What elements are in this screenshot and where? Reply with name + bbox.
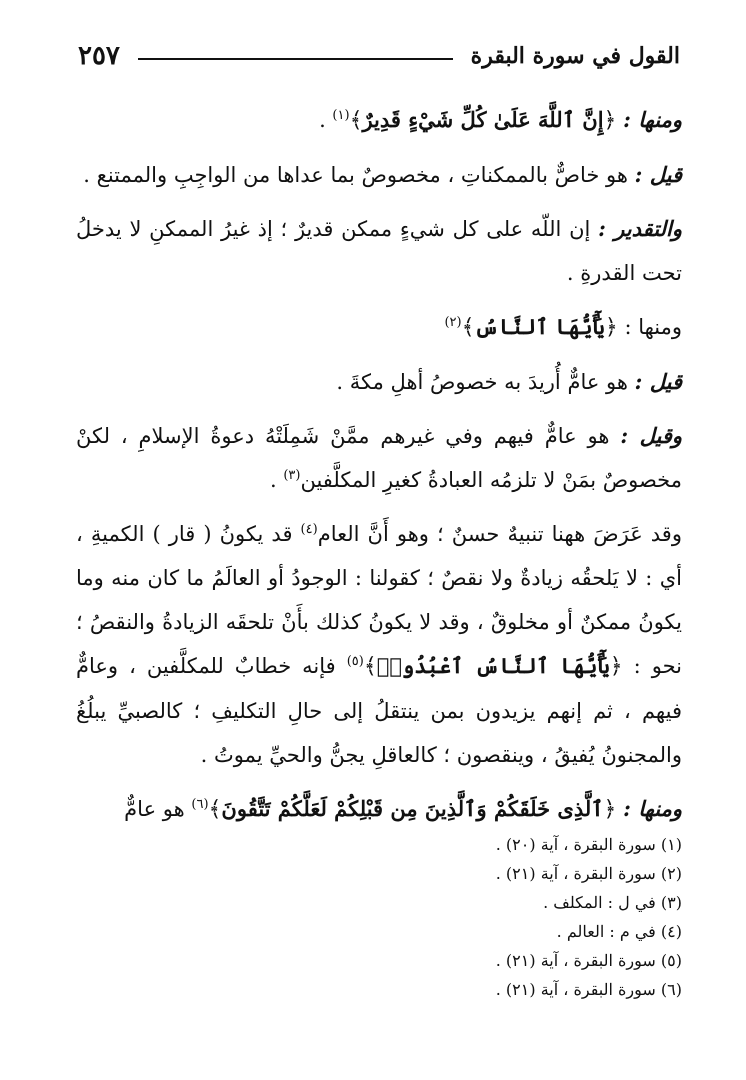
paragraph-text: هو خاصٌّ بالممكناتِ ، مخصوصٌ بما عداها من الواجِبِ والممتنع . xyxy=(83,163,635,187)
running-title: القول في سورة البقرة xyxy=(470,43,680,69)
quran-verse: ٱلَّذِى خَلَقَكُمْ وَٱلَّذِينَ مِن قَبْلِكُمْ لَعَلَّكُمْ تَتَّقُونَ xyxy=(221,796,604,821)
footnote: (٤) في م : العالم . xyxy=(556,922,682,941)
verse-close-bracket: ﴾ xyxy=(363,654,377,679)
main-text xyxy=(76,98,682,842)
footnote: (٥) سورة البقرة ، آية (٢١) . xyxy=(495,951,682,970)
paragraph-lead: وقيل : xyxy=(620,423,683,448)
header-rule xyxy=(138,58,453,60)
footnote-ref: (٢) xyxy=(444,315,462,330)
quran-verse: يَٰٓأَيُّهَا ٱلنَّاسُ ٱعْبُدُوا۟ xyxy=(376,653,610,678)
footnote-ref: (٥) xyxy=(346,654,364,669)
quran-verse: إِنَّ ٱللَّهَ عَلَىٰ كُلِّ شَيْءٍ قَدِيرٌ xyxy=(362,107,604,132)
paragraph-lead: قيل : xyxy=(634,369,682,394)
verse-close-bracket: ﴾ xyxy=(461,315,475,340)
paragraph-lead: ومنها : xyxy=(624,315,682,339)
paragraph xyxy=(76,787,682,832)
paragraph xyxy=(76,207,682,295)
paragraph-text: إن اللّه على كل شيءٍ ممكن قديرٌ ؛ إذ غيرُ الممكنِ لا يدخلُ تحت القدرةِ . xyxy=(76,217,682,285)
verse-open-bracket: ﴿ xyxy=(603,797,617,822)
quran-verse: يَٰٓأَيُّهَا ٱلنَّاسُ xyxy=(474,314,605,339)
paragraph xyxy=(76,305,682,350)
paragraph xyxy=(76,153,682,197)
paragraph-text: هو عامٌّ أُريدَ به خصوصُ أهلِ مكةَ . xyxy=(336,370,635,394)
footnote-ref: (٤) xyxy=(300,522,318,537)
footnote-ref: (١) xyxy=(332,108,350,123)
paragraph-text: وقد عَرَضَ ههنا تنبيهٌ حسنٌ ؛ وهو أَنَّ العام xyxy=(317,522,682,546)
page-number: ٢٥٧ xyxy=(78,41,120,71)
page-header xyxy=(78,36,680,76)
verse-open-bracket: ﴿ xyxy=(609,654,623,679)
verse-close-bracket: ﴾ xyxy=(349,108,363,133)
footnote: (٦) سورة البقرة ، آية (٢١) . xyxy=(495,980,682,999)
paragraph-lead: قيل : xyxy=(634,162,682,187)
footnote-ref: (٦) xyxy=(191,797,209,812)
paragraph-text: هو عامٌّ فيهم وفي غيرهم ممَّنْ شَمِلَتْهُ دعوةُ الإسلامِ ، لكنْ مخصوصٌ بمَنْ لا تلزمُه العبادةُ كغيرِ المكلَّفين xyxy=(76,424,682,492)
paragraph xyxy=(76,414,682,502)
paragraph-lead: ومنها : xyxy=(623,796,682,821)
paragraph-lead: والتقدير : xyxy=(598,216,682,241)
paragraph-text-continued: قد يكونُ ( قار ) الكميةِ ، أي : لا يَلحقُه زيادةٌ ولا نقصٌ ؛ كقولنا : الوجودُ أو العالَمُ ما كان منه وما يكونُ ممكنٌ أو مخلوقٌ ، وقد لا يكونُ كذلك بأَنْ تلحقَه الزيادةُ والنقصُ ؛ نحو : xyxy=(76,522,682,678)
footnote: (٣) في ل : المكلف . xyxy=(543,893,682,912)
footnote: (٢) سورة البقرة ، آية (٢١) . xyxy=(495,864,682,883)
verse-open-bracket: ﴿ xyxy=(604,315,618,340)
paragraph xyxy=(76,512,682,777)
paragraph-tail: . xyxy=(319,108,333,132)
footnotes xyxy=(162,830,682,1004)
footnote-ref: (٣) xyxy=(283,468,301,483)
paragraph xyxy=(76,360,682,404)
footnote: (١) سورة البقرة ، آية (٢٠) . xyxy=(495,835,682,854)
verse-open-bracket: ﴿ xyxy=(603,108,617,133)
paragraph xyxy=(76,98,682,143)
paragraph-lead: ومنها : xyxy=(623,107,682,132)
verse-close-bracket: ﴾ xyxy=(208,797,222,822)
paragraph-tail: . xyxy=(269,468,284,492)
paragraph-tail: فإنه خطابٌ للمكلَّفين ، وعامٌّ فيهم ، ثم إنهم يزيدون بمن ينتقلُ إلى حالِ التكليفِ ؛ كالصبيِّ يبلُغُ والمجنونُ يُفيقُ ، وينقصون ؛ كالعاقلِ يجنُّ والحيِّ يموتُ . xyxy=(76,654,682,767)
paragraph-tail: هو عامٌّ xyxy=(124,797,192,821)
